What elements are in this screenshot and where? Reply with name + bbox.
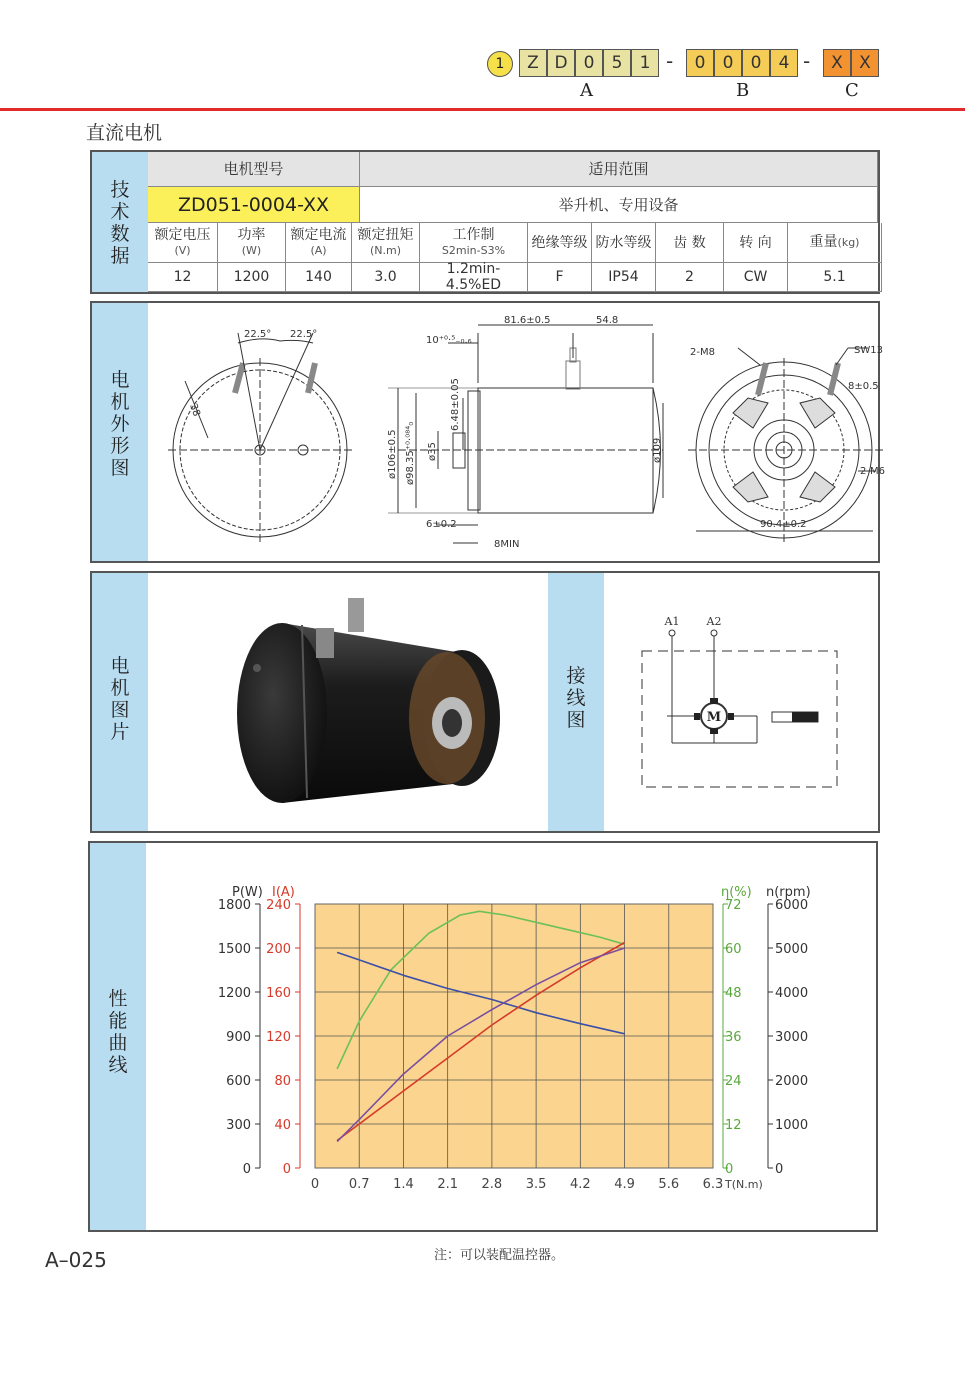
axis-name-3: n(rpm) bbox=[766, 885, 811, 900]
dim-d109: ø109 bbox=[652, 437, 663, 463]
spec-label-7: 齿 数 bbox=[656, 223, 724, 263]
dim-angle2: 22.5° bbox=[290, 329, 318, 340]
spec-value-5: F bbox=[528, 263, 592, 292]
code-letter-c: C bbox=[845, 80, 859, 101]
spec-label-3: 额定扭矩 (N.m) bbox=[352, 223, 420, 263]
axis-1-tick-5: 200 bbox=[266, 942, 291, 957]
axis-0-tick-6: 1800 bbox=[217, 898, 251, 913]
code-a-char-3: 5 bbox=[603, 49, 631, 77]
spec-value-8: CW bbox=[724, 263, 788, 292]
code-dash-1: - bbox=[666, 49, 674, 73]
curves-panel bbox=[88, 841, 878, 1232]
code-b-char-0: 0 bbox=[686, 49, 714, 77]
code-a-char-0: Z bbox=[519, 49, 547, 77]
code-b-char-2: 0 bbox=[742, 49, 770, 77]
code-b-char-3: 4 bbox=[770, 49, 798, 77]
axis-0-tick-3: 900 bbox=[226, 1030, 251, 1045]
axis-3-tick-1: 1000 bbox=[775, 1118, 809, 1133]
axis-0-tick-1: 300 bbox=[226, 1118, 251, 1133]
model-header: 电机型号 bbox=[148, 152, 360, 187]
x-tick-1: 0.7 bbox=[348, 1177, 370, 1192]
x-tick-2: 1.4 bbox=[393, 1177, 414, 1192]
dim-d805: 8±0.5 bbox=[848, 381, 879, 392]
axis-name-1: I(A) bbox=[272, 885, 295, 900]
spec-label-6: 防水等级 bbox=[592, 223, 656, 263]
code-c-char-1: X bbox=[851, 49, 879, 77]
scope-header: 适用范围 bbox=[360, 152, 878, 187]
axis-3-tick-2: 2000 bbox=[775, 1074, 809, 1089]
scope-value: 举升机、专用设备 bbox=[360, 187, 878, 223]
page-number: A–025 bbox=[45, 1248, 107, 1272]
curves-side-label: 性 能 曲 线 bbox=[108, 988, 128, 1076]
photo-wiring-panel bbox=[90, 571, 880, 833]
axis-1-tick-1: 40 bbox=[274, 1118, 291, 1133]
x-tick-3: 2.1 bbox=[437, 1177, 459, 1192]
code-c-char-0: X bbox=[823, 49, 851, 77]
axis-2-tick-2: 24 bbox=[725, 1074, 742, 1089]
spec-label-4: 工作制 S2min-S3% bbox=[420, 223, 528, 263]
code-letter-a: A bbox=[580, 80, 593, 101]
dim-d648: 6.48±0.05 bbox=[450, 378, 461, 431]
performance-chart bbox=[146, 843, 876, 1230]
model-value: ZD051-0004-XX bbox=[148, 187, 360, 223]
x-tick-9: 6.3 bbox=[702, 1177, 724, 1192]
spec-value-3: 3.0 bbox=[352, 263, 420, 292]
spec-label-9: 重量(kg) bbox=[788, 223, 882, 263]
spec-label-2: 额定电流 (A) bbox=[286, 223, 352, 263]
dim-sw13: SW13 bbox=[854, 345, 883, 356]
dim-r38: 38 bbox=[187, 402, 202, 418]
axis-3-tick-0: 0 bbox=[775, 1162, 784, 1177]
x-axis-label: T(N.m) bbox=[725, 1178, 763, 1191]
axis-0-tick-0: 0 bbox=[242, 1162, 251, 1177]
header-rule bbox=[0, 108, 965, 111]
spec-label-8: 转 向 bbox=[724, 223, 788, 263]
front-view bbox=[168, 333, 353, 543]
code-a-char-2: 0 bbox=[575, 49, 603, 77]
x-tick-5: 3.5 bbox=[525, 1177, 547, 1192]
axis-3-tick-3: 3000 bbox=[775, 1030, 809, 1045]
axis-1-tick-4: 160 bbox=[266, 986, 291, 1001]
spec-value-9: 5.1 bbox=[788, 263, 882, 292]
code-dash-2: - bbox=[803, 49, 811, 73]
spec-value-1: 1200 bbox=[218, 263, 286, 292]
section-title: 直流电机 bbox=[86, 122, 163, 144]
axis-1-tick-6: 240 bbox=[266, 898, 291, 913]
axis-0-tick-5: 1500 bbox=[217, 942, 251, 957]
dim-tol10: 10⁺⁰·⁵₋₀.₆ bbox=[426, 335, 472, 346]
outline-drawing bbox=[148, 303, 885, 561]
axis-0-tick-2: 600 bbox=[226, 1074, 251, 1089]
axis-1-tick-3: 120 bbox=[266, 1030, 291, 1045]
dim-d106: ø106±0.5 bbox=[387, 429, 398, 479]
dim-min8: 8MIN bbox=[494, 539, 520, 550]
side-view bbox=[388, 325, 663, 543]
dim-d904: 90.4±0.2 bbox=[760, 519, 807, 530]
axis-name-0: P(W) bbox=[232, 885, 263, 900]
spec-value-4: 1.2min-4.5%ED bbox=[420, 263, 528, 292]
axis-3-tick-4: 4000 bbox=[775, 986, 809, 1001]
axis-2-tick-6: 72 bbox=[725, 898, 742, 913]
x-tick-7: 4.9 bbox=[614, 1177, 635, 1192]
dim-m6: 2-M6 bbox=[860, 466, 885, 477]
wiring-diagram bbox=[632, 603, 852, 793]
rear-view bbox=[688, 348, 883, 543]
dim-d9835: ø98.35⁺⁰·⁰⁸⁴₀ bbox=[405, 421, 416, 485]
motor-photo bbox=[222, 583, 522, 823]
axis-name-2: η(%) bbox=[721, 885, 752, 900]
spec-label-0: 额定电压 (V) bbox=[148, 223, 218, 263]
axis-2-tick-0: 0 bbox=[725, 1162, 734, 1177]
x-tick-8: 5.6 bbox=[658, 1177, 680, 1192]
spec-value-6: IP54 bbox=[592, 263, 656, 292]
x-tick-4: 2.8 bbox=[481, 1177, 503, 1192]
x-tick-0: 0 bbox=[310, 1177, 320, 1192]
dim-d6: 6±0.2 bbox=[426, 519, 457, 530]
axis-2-tick-4: 48 bbox=[725, 986, 742, 1001]
axis-1-tick-0: 0 bbox=[282, 1162, 291, 1177]
code-letter-b: B bbox=[736, 80, 750, 101]
wiring-a1-label: A1 bbox=[664, 615, 680, 628]
axis-3-tick-5: 5000 bbox=[775, 942, 809, 957]
tech-side-label: 技 术 数 据 bbox=[110, 179, 130, 267]
code-a-char-4: 1 bbox=[631, 49, 659, 77]
wiring-motor-label: M bbox=[706, 710, 722, 725]
code-b-char-1: 0 bbox=[714, 49, 742, 77]
wiring-a2-label: A2 bbox=[706, 615, 722, 628]
model-code-circle: 1 bbox=[487, 51, 513, 77]
dim-len548: 54.8 bbox=[596, 315, 619, 326]
spec-label-5: 绝缘等级 bbox=[528, 223, 592, 263]
code-a-char-1: D bbox=[547, 49, 575, 77]
spec-value-7: 2 bbox=[656, 263, 724, 292]
outline-side-label: 电 机 外 形 图 bbox=[110, 369, 130, 479]
axis-3-tick-6: 6000 bbox=[775, 898, 809, 913]
photo-side-label: 电 机 图 片 bbox=[110, 655, 130, 743]
axis-0-tick-4: 1200 bbox=[217, 986, 251, 1001]
footer-note: 注：可以装配温控器。 bbox=[434, 1248, 565, 1263]
spec-value-0: 12 bbox=[148, 263, 218, 292]
tech-data-panel bbox=[90, 150, 880, 294]
spec-label-1: 功率 (W) bbox=[218, 223, 286, 263]
axis-1-tick-2: 80 bbox=[274, 1074, 291, 1089]
axis-2-tick-1: 12 bbox=[725, 1118, 742, 1133]
x-tick-6: 4.2 bbox=[569, 1177, 591, 1192]
dim-angle1: 22.5° bbox=[244, 329, 272, 340]
axis-2-tick-5: 60 bbox=[725, 942, 742, 957]
outline-panel bbox=[90, 301, 885, 563]
wiring-side-label: 接 线 图 bbox=[566, 665, 586, 731]
dim-m8: 2-M8 bbox=[690, 347, 715, 358]
dim-d35: ø35 bbox=[427, 442, 438, 461]
spec-value-2: 140 bbox=[286, 263, 352, 292]
axis-2-tick-3: 36 bbox=[725, 1030, 742, 1045]
dim-len816: 81.6±0.5 bbox=[504, 315, 551, 326]
